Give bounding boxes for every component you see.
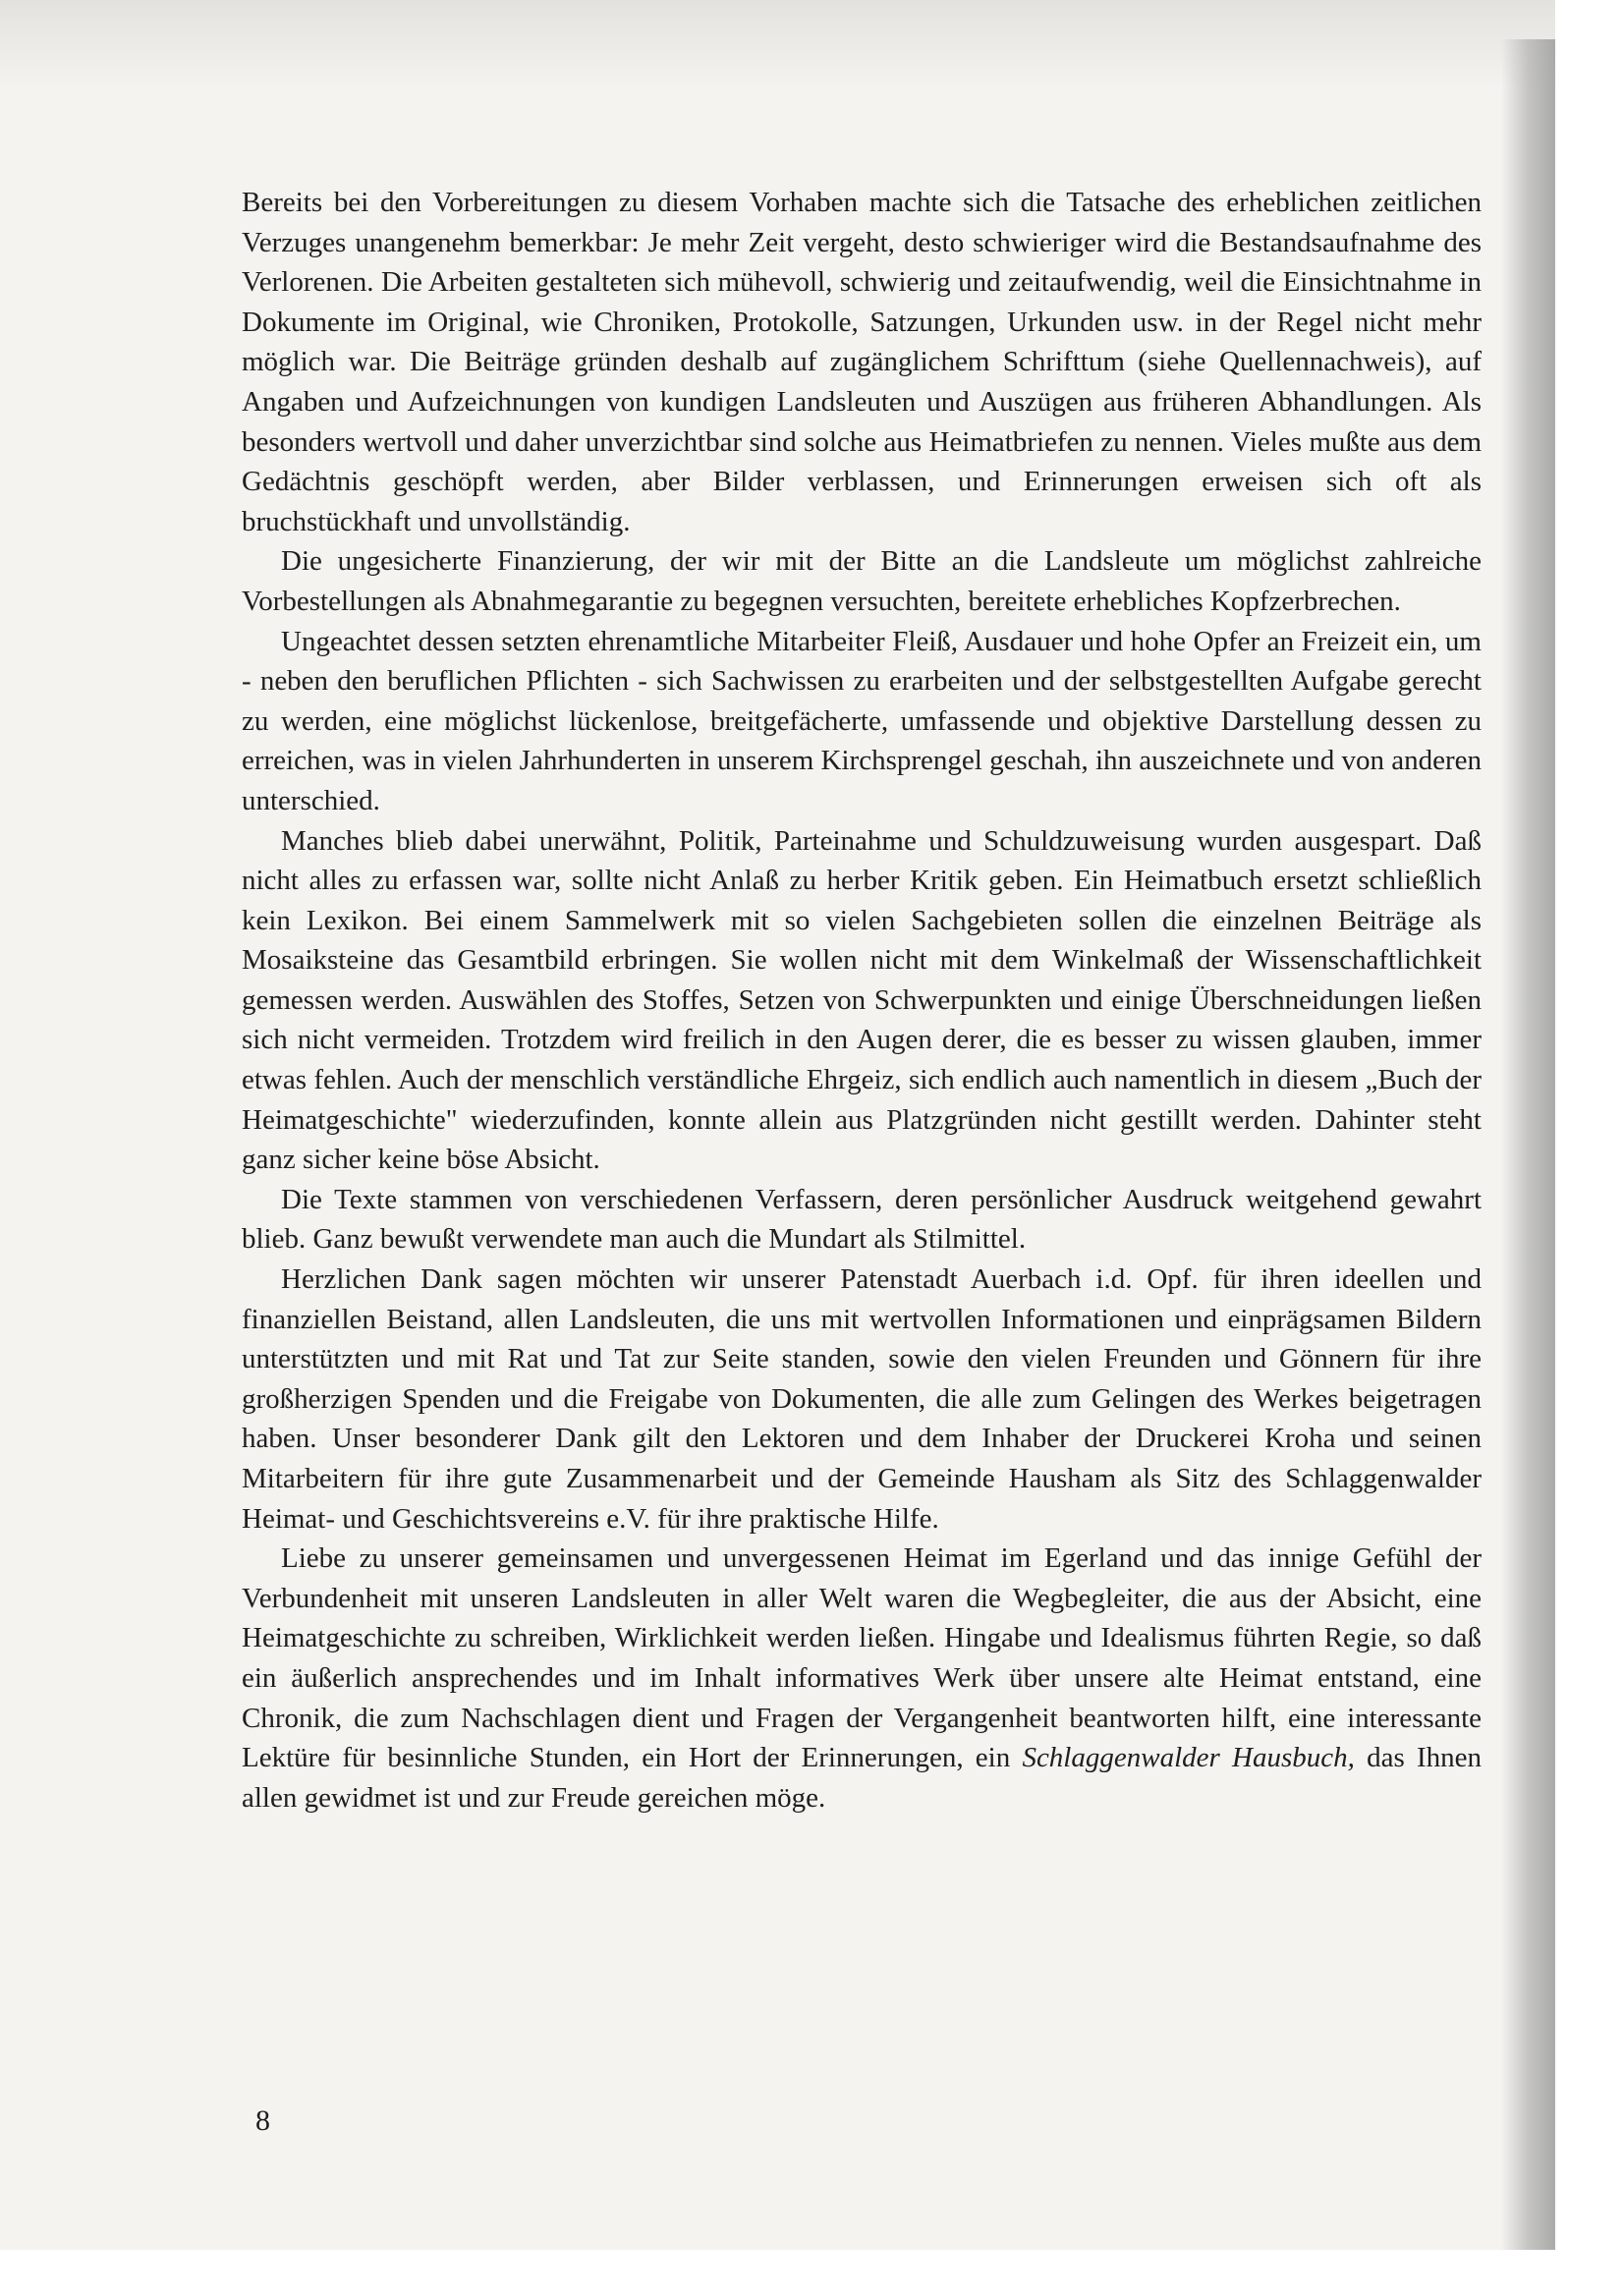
scan-top-shade [0, 0, 1555, 88]
page-gutter-shadow [1501, 39, 1555, 2250]
paragraph-text: das Ihnen allen gewidmet ist und zur Freude gereichen möge. [242, 1742, 1482, 1814]
paragraph: Die ungesicherte Finanzierung, der wir mit der Bitte an die Landsleute um möglichst zahlreiche Vorbestellungen als Abnahmegarantie zu begegnen versuchten, bereitete erhebliches Kopfzerbrechen. [242, 545, 1482, 617]
paragraph: Manches blieb dabei unerwähnt, Politik, Parteinahme und Schuldzuweisung wurden ausgespart. Daß nicht alles zu erfassen war, sollte nicht Anlaß zu herber Kritik geben. Ein Heimatbuch ersetzt schließlich kein Lexikon. Bei einem Sammelwerk mit so vielen Sachgebieten sollen die einzelnen Beiträge als Mosaiksteine das Gesamtbild erbringen. Sie wollen nicht mit dem Winkelmaß der Wissenschaftlichkeit gemessen werden. Auswählen des Stoffes, Setzen von Schwerpunkten und einige Überschneidungen ließen sich nicht vermeiden. Trotzdem wird freilich in den Augen derer, die es besser zu wissen glauben, immer etwas fehlen. Auch der menschlich verständliche Ehrgeiz, sich endlich auch namentlich in diesem „Buch der Heimatgeschichte" wiederzufinden, konnte allein aus Platzgründen nicht gestillt werden. Dahinter steht ganz sicher keine böse Absicht. [242, 824, 1482, 1176]
paragraph-text: Liebe zu unserer gemeinsamen und unvergessenen Heimat im Egerland und das innige Gefühl der Verbundenheit mit unseren Landsleuten in aller Welt waren die Wegbegleiter, die aus der Absicht, eine Heimatgeschichte zu schreiben, Wirklichkeit werden ließen. Hingabe und Idealismus führten Regie, so daß ein äußerlich ansprechendes und im Inhalt informatives Werk über unsere alte Heimat entstand, eine Chronik, die zum Nachschlagen dient und Fragen der Vergangenheit beantworten hilft, eine interessante Lektüre für besinnliche Stunden, ein Hort der Erinnerungen, ein [242, 1542, 1482, 1774]
paragraph [242, 1539, 1482, 1818]
body-text [242, 183, 1482, 1818]
paragraph: Die Texte stammen von verschiedenen Verfassern, deren persönlicher Ausdruck weitgehend gewahrt blieb. Ganz bewußt verwendete man auch die Mundart als Stilmittel. [242, 1183, 1482, 1256]
book-title-emphasis: Schlaggenwalder Hausbuch, [1022, 1742, 1355, 1774]
page-number: 8 [255, 2104, 270, 2137]
paragraph: Bereits bei den Vorbereitungen zu diesem Vorhaben machte sich die Tatsache des erheblichen zeitlichen Verzuges unangenehm bemerkbar: Je mehr Zeit vergeht, desto schwieriger wird die Bestandsaufnahme des Verlorenen. Die Arbeiten gestalteten sich mühevoll, schwierig und zeitaufwendig, weil die Einsichtnahme in Dokumente im Original, wie Chroniken, Protokolle, Satzungen, Urkunden usw. in der Regel nicht mehr möglich war. Die Beiträge gründen deshalb auf zugänglichem Schrifttum (siehe Quellennachweis), auf Angaben und Aufzeichnungen von kundigen Landsleuten und Auszügen aus früheren Abhandlungen. Als besonders wertvoll und daher unverzichtbar sind solche aus Heimatbriefen zu nennen. Vieles mußte aus dem Gedächtnis geschöpft werden, aber Bilder verblassen, und Erinnerungen erweisen sich oft als bruchstückhaft und unvollständig. [242, 187, 1482, 537]
paragraph: Herzlichen Dank sagen möchten wir unserer Patenstadt Auerbach i.d. Opf. für ihren ideellen und finanziellen Beistand, allen Landsleuten, die uns mit wertvollen Informationen und einprägsamen Bildern unterstützten und mit Rat und Tat zur Seite standen, sowie den vielen Freunden und Gönnern für ihre großherzigen Spenden und die Freigabe von Dokumenten, die alle zum Gelingen des Werkes beigetragen haben. Unser besonderer Dank gilt den Lektoren und dem Inhaber der Druckerei Kroha und seinen Mitarbeitern für ihre gute Zusammenarbeit und der Gemeinde Hausham als Sitz des Schlaggenwalder Heimat- und Geschichtsvereins e.V. für ihre praktische Hilfe. [242, 1263, 1482, 1535]
paragraph: Ungeachtet dessen setzten ehrenamtliche Mitarbeiter Fleiß, Ausdauer und hohe Opfer an Freizeit ein, um - neben den beruflichen Pflichten - sich Sachwissen zu erarbeiten und der selbstgestellten Aufgabe gerecht zu werden, eine möglichst lückenlose, breitgefächerte, umfassende und objektive Darstellung dessen zu erreichen, was in vielen Jahrhunderten in unserem Kirchsprengel geschah, ihn auszeichnete und von anderen unterschied. [242, 625, 1482, 816]
